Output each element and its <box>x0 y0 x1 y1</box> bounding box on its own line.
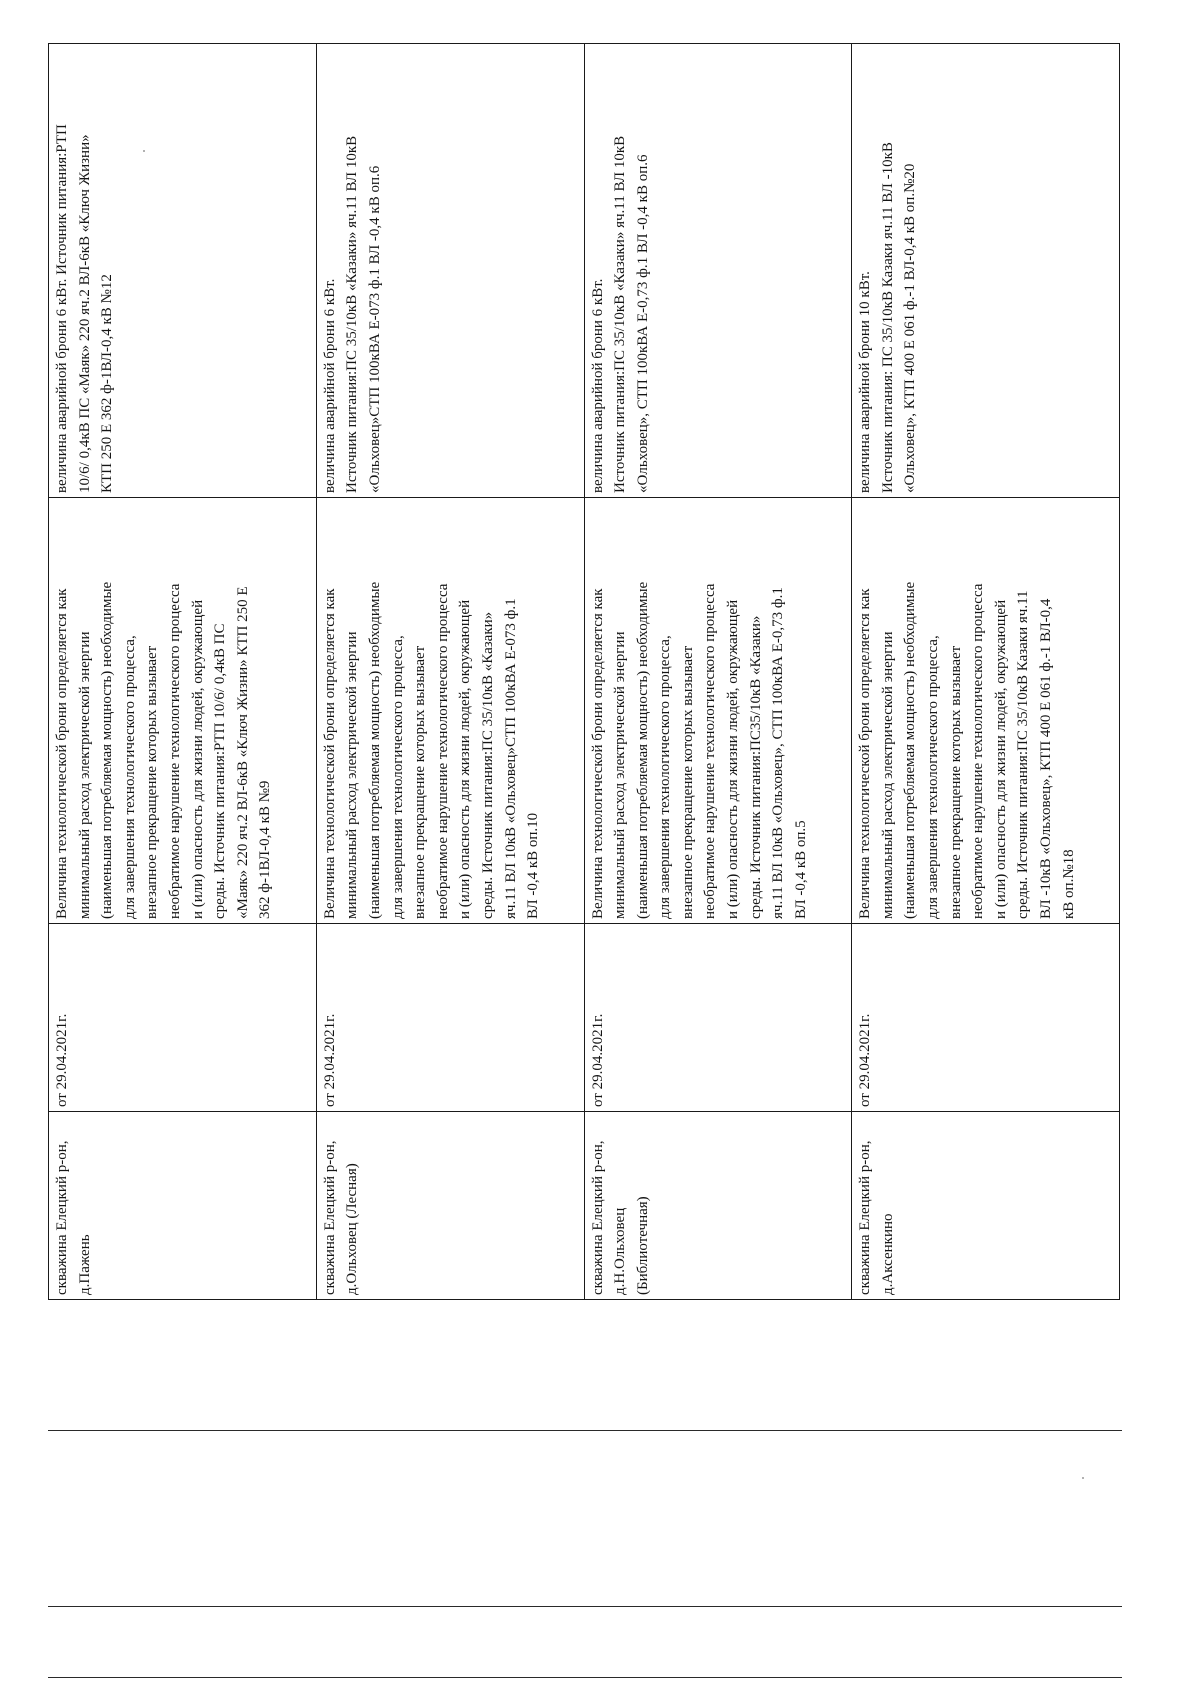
technological-reserve-cell: Величина технологической брони определяется как минимальный расход электрической энергии (наименьшая потребляемая мощность) необходимые для завершения технологического процесса, внезапное прекращение которых вызывает необратимое нарушение технологического процесса и (или) опасность для жизни людей, окружающей среды. Источник питания:ПС 35/10кВ Казаки яч.11 ВЛ -10кВ «Ольховец», КТП 400 Е 061 ф.-1 ВЛ-0,4 кВ оп.№18 <box>852 498 1120 924</box>
table-row <box>852 44 1120 1300</box>
table-row <box>316 44 584 1300</box>
emergency-reserve-cell: величина аварийной брони 10 кВт. Источник питания: ПС 35/10кВ Казаки яч.11 ВЛ -10кВ «Ольховец», КТП 400 Е 061 ф.-1 ВЛ-0,4 кВ оп.№20 <box>852 44 1120 498</box>
emergency-reserve-cell: величина аварийной брони 6 кВт. Источник питания:РТП 10/6/ 0,4кВ ПС «Маяк» 220 яч.2 ВЛ-6кВ «Ключ Жизни» КТП 250 Е 362 ф-1ВЛ-0,4 кВ №12 <box>49 44 317 498</box>
location-cell: скважина Елецкий р-он, д.Аксенкино <box>852 1112 1120 1300</box>
rotated-table-container <box>48 44 1120 1300</box>
scan-speck <box>1082 1477 1084 1479</box>
technological-reserve-cell: Величина технологической брони определяется как минимальный расход электрической энергии (наименьшая потребляемая мощность) необходимые для завершения технологического процесса, внезапное прекращение которых вызывает необратимое нарушение технологического процесса и (или) опасность для жизни людей, окружающей среды. Источник питания:ПС 35/10кВ «Казаки» яч.11 ВЛ 10кВ «Ольховец»СТП 100кВА Е-073 ф.1 ВЛ -0,4 кВ оп.10 <box>316 498 584 924</box>
location-cell: скважина Елецкий р-он, д.Н.Ольховец (Библиотечная) <box>584 1112 852 1300</box>
date-cell: от 29.04.2021г. <box>316 924 584 1112</box>
table-row <box>584 44 852 1300</box>
emergency-reserve-cell: величина аварийной брони 6 кВт. Источник питания:ПС 35/10кВ «Казаки» яч.11 ВЛ 10кВ «Ольховец»СТП 100кВА Е-073 ф.1 ВЛ -0,4 кВ оп.6 <box>316 44 584 498</box>
separator-line <box>48 1677 1122 1678</box>
technological-reserve-cell: Величина технологической брони определяется как минимальный расход электрической энергии (наименьшая потребляемая мощность) необходимые для завершения технологического процесса, внезапное прекращение которых вызывает необратимое нарушение технологического процесса и (или) опасность для жизни людей, окружающей среды. Источник питания:ПС35/10кВ «Казаки» яч.11 ВЛ 10кВ «Ольховец», СТП 100кВА Е-0,73 ф.1 ВЛ -0,4 кВ оп.5 <box>584 498 852 924</box>
technological-reserve-cell: Величина технологической брони определяется как минимальный расход электрической энергии (наименьшая потребляемая мощность) необходимые для завершения технологического процесса, внезапное прекращение которых вызывает необратимое нарушение технологического процесса и (или) опасность для жизни людей, окружающей среды. Источник питания:РТП 10/6/ 0,4кВ ПС «Маяк» 220 яч.2 ВЛ-6кВ «Ключ Жизни» КТП 250 Е 362 ф-1ВЛ-0,4 кВ №9 <box>49 498 317 924</box>
scan-speck <box>143 150 145 152</box>
date-cell: от 29.04.2021г. <box>584 924 852 1112</box>
separator-line <box>48 1430 1122 1431</box>
date-cell: от 29.04.2021г. <box>852 924 1120 1112</box>
power-reserve-table <box>48 43 1120 1300</box>
location-cell: скважина Елецкий р-он, д.Пажень <box>49 1112 317 1300</box>
location-cell: скважина Елецкий р-он, д.Ольховец (Лесная) <box>316 1112 584 1300</box>
separator-line <box>48 1606 1122 1607</box>
emergency-reserve-cell: величина аварийной брони 6 кВт. Источник питания:ПС 35/10кВ «Казаки» яч.11 ВЛ 10кВ «Ольховец», СТП 100кВА Е-0,73 ф.1 ВЛ -0,4 кВ оп.6 <box>584 44 852 498</box>
table-row <box>49 44 317 1300</box>
date-cell: от 29.04.2021г. <box>49 924 317 1112</box>
